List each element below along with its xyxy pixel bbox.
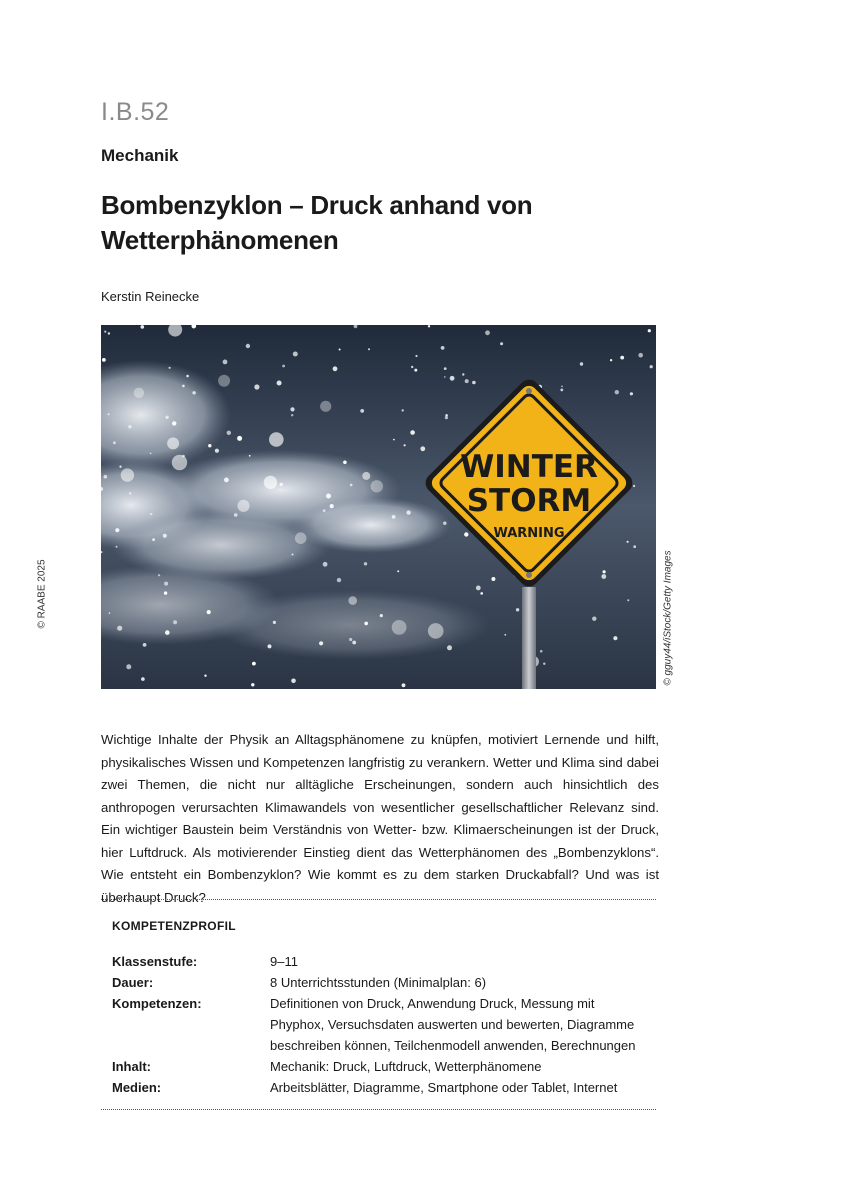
profile-row [112, 1077, 652, 1098]
snowflake [264, 476, 277, 489]
snowflake [108, 332, 110, 334]
snowflake [104, 475, 108, 479]
snowflake [291, 414, 293, 416]
snowflake [129, 492, 131, 494]
snowflake [420, 446, 425, 451]
snowflake [252, 662, 256, 666]
snowflake [291, 679, 296, 684]
snowflake [580, 362, 583, 365]
sign-text-line1: WINTER [460, 449, 598, 485]
snowflake [172, 455, 187, 470]
snowflake [516, 608, 519, 611]
snowflake [462, 373, 464, 375]
photo-credit: © gguy44/iStock/Getty Images [662, 550, 674, 686]
snowflake [319, 641, 323, 645]
profile-value: Mechanik: Druck, Luftdruck, Wetterphänomene [270, 1059, 542, 1074]
snowflake [360, 409, 364, 413]
winter-storm-photo [101, 325, 656, 689]
snowflake [648, 329, 651, 332]
snowflake [339, 349, 341, 351]
snowflake [251, 683, 254, 686]
document-code: I.B.52 [101, 98, 170, 126]
snowflake [172, 421, 176, 425]
snowflake [414, 369, 417, 372]
profile-row [112, 1056, 652, 1077]
snowflake [465, 379, 469, 383]
sign-text-line3: WARNING [493, 526, 565, 541]
snowflake [249, 455, 251, 457]
snowflake [128, 425, 131, 428]
intro-paragraph: Wichtige Inhalte der Physik an Alltagsphänomene zu knüpfen, motiviert Lernende und hilft, physikalisches Wissen und Kompetenzen langfristig zu verankern. Wetter und Klima sind dabei zwei Themen, die nicht nur alltägliche Erscheinungen, sondern auch hinsichtlich des anthropogen verursachten Klimawandels von wesentlicher gesellschaftlicher Relevanz sind. Ein wichtiger Baustein beim Verständnis von Wetter- bzw. Klimaerscheinungen ist der Druck, hier Luftdruck. Als motivierender Einstieg dient das Wetterphänomen des „Bombenzyklons“. Wie entsteht ein Bombenzyklon? Wie kommt es zu dem starken Druckabfall? Und was ist überhaupt Druck? [101, 732, 659, 905]
snowflake [476, 586, 481, 591]
snowflake [169, 367, 171, 369]
profile-label: Kompetenzen: [112, 996, 202, 1011]
profile-value: 9–11 [270, 954, 298, 969]
snowflake [392, 620, 407, 635]
snowflake [141, 325, 145, 329]
snowflake [163, 534, 167, 538]
sign-text-line2: STORM [466, 483, 592, 519]
snowflake [293, 352, 298, 357]
snowflake [182, 385, 185, 388]
snowflake [650, 365, 653, 368]
snowflake [134, 388, 144, 398]
snowflake [371, 480, 383, 492]
snowflake [141, 677, 145, 681]
snowflake [215, 449, 219, 453]
snowflake [464, 532, 468, 536]
snowflake [445, 416, 448, 419]
snowflake [109, 612, 111, 614]
snowflake [393, 439, 395, 441]
snowflake [362, 472, 370, 480]
page-title: Bombenzyklon – Druck anhand von Wetterphänomenen [101, 190, 533, 255]
snowflake [480, 592, 483, 595]
snowflake [273, 621, 276, 624]
snowflake [615, 390, 619, 394]
snowflake [350, 484, 353, 487]
snowflake [227, 431, 231, 435]
snowflake [182, 455, 185, 458]
profile-value: Arbeitsblätter, Diagramme, Smartphone oder Tablet, Internet [270, 1080, 618, 1095]
profile-row [112, 972, 652, 993]
snowflake [269, 432, 284, 447]
snowflake [633, 485, 635, 487]
snowflake [167, 437, 179, 449]
snowflake [348, 596, 357, 605]
snowflake [627, 599, 629, 601]
snowflake [165, 630, 170, 635]
snowflake [444, 376, 446, 378]
divider-bottom [101, 1109, 656, 1110]
snowflake [102, 358, 106, 362]
snowflake [323, 509, 326, 512]
snowflake [282, 365, 285, 368]
snowflake [364, 622, 368, 626]
snowflake [333, 366, 338, 371]
snowflake [295, 532, 307, 544]
snowflake [406, 510, 410, 514]
snowflake [143, 643, 147, 647]
snowflake [173, 620, 177, 624]
snowflake [411, 366, 413, 368]
snowflake [280, 483, 283, 486]
snowflake [292, 554, 294, 556]
snowflake [592, 617, 596, 621]
snowflake [444, 367, 447, 370]
profile-label: Klassenstufe: [112, 954, 198, 969]
snowflake [443, 522, 446, 525]
snowflake [108, 413, 110, 415]
author-name: Kerstin Reinecke [101, 289, 200, 304]
snowflake [543, 663, 545, 665]
snowflake [630, 392, 633, 395]
snowflake [277, 381, 282, 386]
snowflake [326, 494, 331, 499]
copyright-note: © RAABE 2025 [36, 559, 48, 629]
snowflake [404, 444, 406, 446]
snowflake [237, 500, 249, 512]
snowflake [402, 683, 406, 687]
snowflake [500, 342, 503, 345]
snowflake [116, 546, 118, 548]
snowflake [158, 574, 160, 576]
competence-profile [112, 951, 652, 1098]
profile-label: Dauer: [112, 975, 154, 990]
snowflake [126, 664, 131, 669]
snowflake [254, 384, 259, 389]
snowflake [561, 386, 563, 388]
profile-value: 8 Unterrichtsstunden (Minimalplan: 6) [270, 975, 487, 990]
snowflake [104, 331, 106, 333]
snowflake [207, 610, 211, 614]
snowflake [415, 355, 417, 357]
snowflake [633, 545, 636, 548]
snowflake [349, 638, 352, 641]
snowflake [237, 436, 242, 441]
snowflake [234, 513, 238, 517]
snowflake [441, 346, 445, 350]
snowflake [613, 636, 617, 640]
profile-label: Medien: [112, 1080, 162, 1095]
hero-image [101, 325, 656, 689]
snowflake [115, 528, 119, 532]
snowflake [204, 675, 206, 677]
snowflake [352, 641, 356, 645]
snowflake [540, 650, 543, 653]
snowflake [117, 626, 122, 631]
snowflake [620, 356, 624, 360]
profile-value: Definitionen von Druck, Anwendung Druck, Messung mit Phyphox, Versuchsdaten auswerten und bewerten, Diagramme beschreiben können, Teilchenmodell anwenden, Berechnungen [270, 996, 636, 1053]
snowflake [121, 468, 134, 481]
snowflake [164, 591, 167, 594]
snowflake [268, 644, 272, 648]
profile-label: Inhalt: [112, 1059, 151, 1074]
profile-heading: KOMPETENZPROFIL [112, 919, 236, 933]
sign-pole [522, 587, 536, 689]
snowflake [410, 430, 415, 435]
snowflake [150, 513, 152, 515]
snowflake [246, 344, 250, 348]
snowflake [192, 391, 195, 394]
snowflake [208, 444, 211, 447]
snowflake [223, 360, 228, 365]
snowflake [380, 614, 383, 617]
snowflake [337, 578, 341, 582]
snowflake [397, 570, 399, 572]
snowflake [368, 348, 370, 350]
snowflake [402, 409, 404, 411]
snowflake [152, 538, 155, 541]
snowflake [320, 401, 331, 412]
divider-top [101, 899, 656, 900]
snowflake [186, 375, 189, 378]
snowflake [610, 359, 612, 361]
snowflake [119, 466, 121, 468]
snowflake [504, 634, 506, 636]
snowflake [218, 375, 230, 387]
snowflake [491, 577, 495, 581]
snowflake [165, 416, 168, 419]
snowflake [603, 570, 606, 573]
snowflake [290, 407, 294, 411]
snowflake [560, 389, 563, 392]
snowflake [428, 623, 444, 639]
section-label: Mechanik [101, 146, 179, 165]
profile-row [112, 951, 652, 972]
snowflake [164, 582, 168, 586]
snowflake [447, 645, 452, 650]
snowflake [638, 353, 643, 358]
snowflake [150, 453, 152, 455]
snowflake [113, 441, 116, 444]
snowflake [601, 574, 606, 579]
snowflake [343, 461, 347, 465]
snowflake [428, 325, 430, 327]
snowflake [472, 381, 476, 385]
snowflake [392, 515, 396, 519]
snowflake [330, 504, 334, 508]
snowflake [450, 376, 455, 381]
snowflake [224, 478, 229, 483]
profile-row [112, 993, 652, 1056]
snowflake [364, 562, 367, 565]
snowflake [323, 562, 328, 567]
snowflake [627, 541, 629, 543]
snowflake [485, 330, 490, 335]
